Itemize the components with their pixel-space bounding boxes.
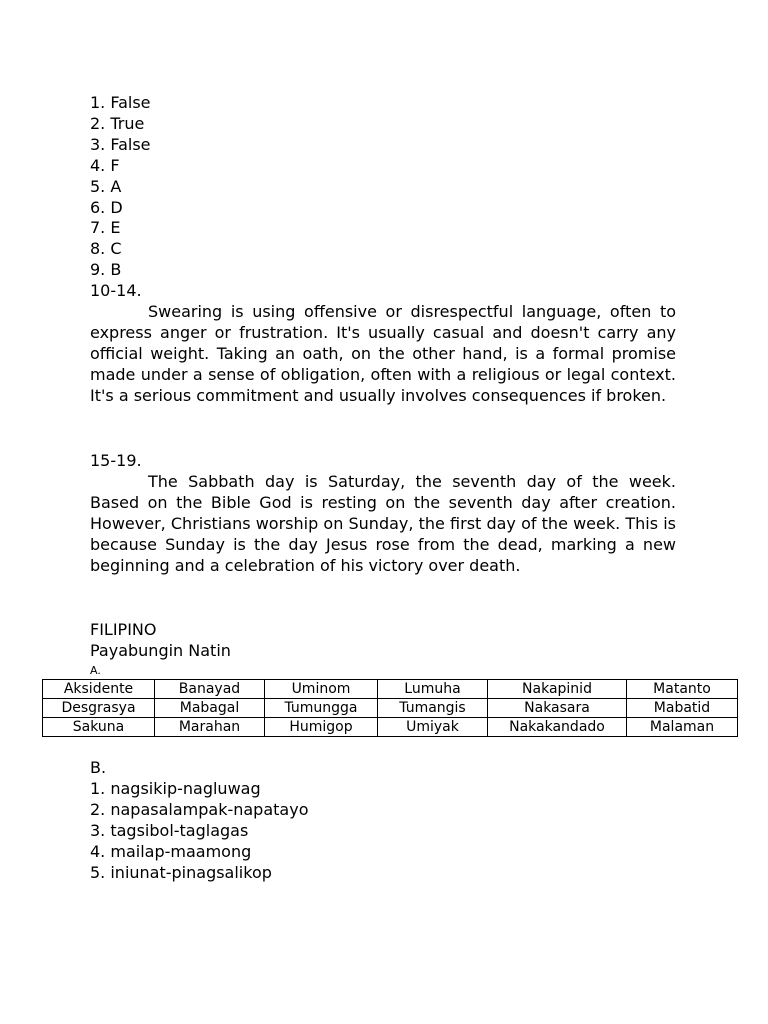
filipino-heading: FILIPINO — [90, 620, 157, 639]
part-b-item: 2. napasalampak-napatayo — [90, 799, 309, 819]
table-row — [43, 718, 738, 737]
section-label-10-14: 10-14. — [90, 281, 142, 301]
sabbath-paragraph: The Sabbath day is Saturday, the seventh day of the week. Based on the Bible God is resting on the seventh day after creation. However, Christians worship on Sunday, the first day of the week. This is because Sunday is the day Jesus rose from the dead, marking a new beginning and a celebration of his victory over death. — [90, 471, 676, 575]
part-b-item: 5. iniunat-pinagsalikop — [90, 862, 272, 882]
answer-item: 7. E — [90, 218, 121, 238]
part-a-label: A. — [90, 664, 101, 677]
part-b-item: 1. nagsikip-nagluwag — [90, 778, 261, 798]
filipino-heading-block — [90, 620, 676, 662]
table-cell: Banayad — [155, 680, 265, 699]
synonyms-table — [42, 679, 738, 737]
table-cell: Lumuha — [378, 680, 488, 699]
table-row — [43, 699, 738, 718]
table-cell: Malaman — [627, 718, 738, 737]
table-cell: Nakakandado — [488, 718, 627, 737]
section-label-15-19: 15-19. — [90, 451, 142, 470]
table-cell: Matanto — [627, 680, 738, 699]
part-b-item: 3. tagsibol-taglagas — [90, 820, 249, 840]
answer-item: 6. D — [90, 197, 123, 217]
table-cell: Umiyak — [378, 718, 488, 737]
part-b-item: 4. mailap-maamong — [90, 841, 252, 861]
answer-item: 5. A — [90, 176, 122, 196]
table-cell: Nakapinid — [488, 680, 627, 699]
table-cell: Desgrasya — [43, 699, 155, 718]
answer-item: 8. C — [90, 239, 122, 259]
table-cell: Uminom — [265, 680, 378, 699]
table-cell: Mabatid — [627, 699, 738, 718]
table-cell: Marahan — [155, 718, 265, 737]
swearing-vs-oath-paragraph: Swearing is using offensive or disrespectful language, often to express anger or frustration. It's usually casual and doesn't carry any official weight. Taking an oath, on the other hand, is a formal promise made under a sense of obligation, often with a religious or legal context. It's a serious commitment and usually involves consequences if broken. — [90, 302, 676, 405]
part-b-label: B. — [90, 758, 107, 777]
table-cell: Tumungga — [265, 699, 378, 718]
answer-item: 3. False — [90, 134, 151, 154]
part-b-section — [90, 758, 676, 883]
table-cell: Aksidente — [43, 680, 155, 699]
answer-item: 2. True — [90, 113, 145, 133]
table-cell: Nakasara — [488, 699, 627, 718]
answer-item: 9. B — [90, 260, 122, 280]
payabungin-natin-heading: Payabungin Natin — [90, 640, 231, 660]
table-cell: Mabagal — [155, 699, 265, 718]
table-cell: Humigop — [265, 718, 378, 737]
table-cell: Sakuna — [43, 718, 155, 737]
table-row — [43, 680, 738, 699]
answer-item: 4. F — [90, 155, 120, 175]
sabbath-section — [90, 451, 676, 576]
table-cell: Tumangis — [378, 699, 488, 718]
answer-list — [90, 93, 676, 407]
answer-item: 1. False — [90, 93, 151, 112]
